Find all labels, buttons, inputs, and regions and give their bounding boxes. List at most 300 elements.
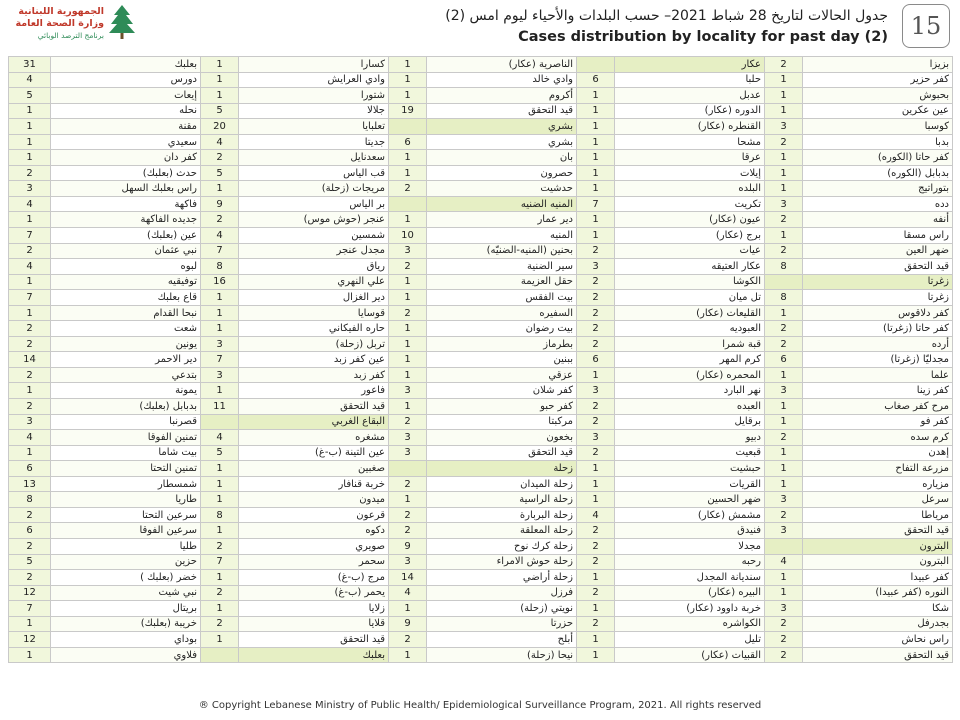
case-count: 2 [389,259,427,275]
case-count: 2 [765,212,803,228]
case-count: 9 [389,616,427,632]
case-count: 12 [9,632,51,648]
locality-name: البلده [615,181,765,197]
case-count: 1 [201,290,239,306]
locality-name: يمونة [51,383,201,399]
case-count: 2 [577,336,615,352]
locality-name: مريجات (زحلة) [239,181,389,197]
locality-name: ميدون [239,492,389,508]
locality-name: دير عمار [427,212,577,228]
case-count: 3 [765,383,803,399]
case-count: 1 [765,585,803,601]
locality-name: قيد التحقق [239,632,389,648]
case-count: 2 [9,367,51,383]
locality-name: مشمش (عكار) [615,507,765,523]
locality-name: عكار [615,57,765,73]
case-count: 2 [9,321,51,337]
case-count: 1 [765,165,803,181]
table-row [9,367,953,383]
locality-name: يونين [51,336,201,352]
case-count: 5 [201,103,239,119]
locality-name: القريات [615,476,765,492]
case-count: 2 [765,647,803,663]
locality-name: بعلبك [239,647,389,663]
case-count: 1 [389,321,427,337]
locality-name: بدبابل (بعلبك) [51,399,201,415]
locality-name: زحلة أراضي [427,570,577,586]
case-count: 1 [389,212,427,228]
case-count: 7 [577,196,615,212]
locality-name: نهر البارد [615,383,765,399]
locality-name: القبيات (عكار) [615,647,765,663]
case-count: 1 [577,461,615,477]
case-count: 19 [389,103,427,119]
locality-name: بيت الفقس [427,290,577,306]
locality-name: عيون (عكار) [615,212,765,228]
locality-name: حاره الفيكاني [239,321,389,337]
case-count: 16 [201,274,239,290]
case-count: 1 [577,476,615,492]
case-count: 6 [577,352,615,368]
case-count [577,57,615,73]
table-row [9,181,953,197]
cases-table-container [8,56,952,663]
case-count: 1 [9,305,51,321]
table-row [9,616,953,632]
locality-name: المنيه الضنيه [427,196,577,212]
locality-name: بتدعي [51,367,201,383]
page-number: 15 [902,4,950,48]
locality-name: تل ميان [615,290,765,306]
case-count: 1 [577,212,615,228]
case-count: 1 [577,134,615,150]
case-count: 1 [577,601,615,617]
case-count [201,414,239,430]
locality-name: شكا [803,601,953,617]
case-count: 1 [765,72,803,88]
case-count: 2 [201,616,239,632]
table-row [9,228,953,244]
locality-name: المنيه [427,228,577,244]
case-count: 2 [577,321,615,337]
case-count: 3 [765,523,803,539]
ministry-logo [6,2,138,46]
case-count: 1 [9,383,51,399]
locality-name: مجدلا [615,538,765,554]
locality-name: قب الياس [239,165,389,181]
locality-name: كسارا [239,57,389,73]
locality-name: عدبل [615,88,765,104]
locality-name: فاكهة [51,196,201,212]
locality-name: القليعات (عكار) [615,305,765,321]
locality-name: رحبه [615,554,765,570]
locality-name: كوسبا [803,119,953,135]
case-count: 2 [765,321,803,337]
locality-name: عزقي [427,367,577,383]
table-row [9,243,953,259]
locality-name: البيره (عكار) [615,585,765,601]
case-count: 3 [389,445,427,461]
locality-name: قبة شمرا [615,336,765,352]
case-count: 1 [201,88,239,104]
locality-name: حقل العزيمة [427,274,577,290]
locality-name: تمنين التحتا [51,461,201,477]
case-count: 8 [201,259,239,275]
locality-name: قلايا [239,616,389,632]
case-count: 1 [765,399,803,415]
locality-name: سعدنايل [239,150,389,166]
locality-name: سير الضنية [427,259,577,275]
case-count: 1 [577,647,615,663]
case-count: 1 [765,570,803,586]
locality-name: مركبتا [427,414,577,430]
locality-name: بتوراتيج [803,181,953,197]
locality-name: كفر زينا [803,383,953,399]
case-count: 2 [577,538,615,554]
locality-name: مزرعة التفاح [803,461,953,477]
case-count: 1 [201,57,239,73]
case-count: 1 [201,72,239,88]
table-row [9,336,953,352]
case-count: 2 [577,290,615,306]
locality-name: تليل [615,632,765,648]
case-count: 2 [9,570,51,586]
locality-name: نبحا القدام [51,305,201,321]
locality-name: البترون [803,538,953,554]
locality-name: مشحا [615,134,765,150]
locality-name: قيد التحقق [427,103,577,119]
case-count: 2 [765,243,803,259]
locality-name: عيات [615,243,765,259]
locality-name: تمنين الفوقا [51,430,201,446]
case-count: 1 [389,150,427,166]
table-row [9,523,953,539]
case-count: 2 [577,616,615,632]
locality-name: الدوره (عكار) [615,103,765,119]
case-count: 1 [389,647,427,663]
case-count: 6 [577,72,615,88]
table-row [9,290,953,306]
case-count: 2 [577,554,615,570]
locality-name: فرزل [427,585,577,601]
case-count [765,538,803,554]
case-count: 10 [389,228,427,244]
case-count: 4 [389,585,427,601]
locality-name: تعلبايا [239,119,389,135]
locality-name: نحله [51,103,201,119]
cedar-tree-icon [108,4,136,40]
case-count: 1 [577,88,615,104]
table-row [9,492,953,508]
case-count: 4 [9,72,51,88]
case-count: 13 [9,476,51,492]
case-count: 1 [389,399,427,415]
case-count: 2 [201,150,239,166]
case-count: 5 [9,554,51,570]
case-count: 1 [577,103,615,119]
case-count: 3 [201,336,239,352]
case-count: 1 [9,134,51,150]
case-count: 1 [765,461,803,477]
copyright-footer: ® Copyright Lebanese Ministry of Public Health/ Epidemiological Surveillance Program, 2021. All rights reserved [198,700,762,711]
case-count: 1 [9,616,51,632]
case-count: 3 [389,430,427,446]
locality-name: شعت [51,321,201,337]
locality-name: كفر شلان [427,383,577,399]
locality-name: شمسين [239,228,389,244]
locality-name: مرياطا [803,507,953,523]
cases-table [8,56,953,663]
case-count [201,647,239,663]
locality-name: بر الياس [239,196,389,212]
case-count: 1 [389,72,427,88]
locality-name: شمسطار [51,476,201,492]
locality-name: إهدن [803,445,953,461]
case-count: 1 [577,150,615,166]
case-count: 1 [765,367,803,383]
case-count: 1 [765,414,803,430]
case-count: 4 [9,196,51,212]
case-count: 1 [577,492,615,508]
table-row [9,165,953,181]
locality-name: مرج (ب-غ) [239,570,389,586]
case-count: 1 [201,601,239,617]
case-count: 2 [9,507,51,523]
case-count: 1 [765,305,803,321]
locality-name: حصرون [427,165,577,181]
table-row [9,305,953,321]
locality-name: زحلة البربارة [427,507,577,523]
locality-name: العبده [615,399,765,415]
case-count: 1 [201,181,239,197]
locality-name: راس مسقا [803,228,953,244]
locality-name: قيد التحقق [427,445,577,461]
locality-name: ببنين [427,352,577,368]
case-count: 1 [765,228,803,244]
locality-name: وادي خالد [427,72,577,88]
case-count: 8 [201,507,239,523]
case-count: 1 [201,632,239,648]
logo-line-2: وزارة الصحة العامة [15,18,104,29]
table-row [9,88,953,104]
case-count: 1 [389,492,427,508]
case-count: 4 [9,259,51,275]
locality-name: تربل (زحلة) [239,336,389,352]
case-count: 2 [765,430,803,446]
case-count: 1 [577,119,615,135]
locality-name: بطرماز [427,336,577,352]
case-count: 1 [765,88,803,104]
case-count: 2 [389,305,427,321]
locality-name: بشري [427,119,577,135]
case-count: 3 [389,243,427,259]
locality-name: مجدليّا (زغرتا) [803,352,953,368]
case-count: 1 [389,274,427,290]
table-row [9,321,953,337]
case-count: 12 [9,585,51,601]
case-count: 4 [201,430,239,446]
locality-name: عكار العتيقه [615,259,765,275]
case-count: 3 [201,367,239,383]
locality-name: قرعون [239,507,389,523]
table-row [9,554,953,570]
locality-name: دير الاحمر [51,352,201,368]
locality-name: جديتا [239,134,389,150]
case-count: 1 [577,570,615,586]
locality-name: عين كفر زبد [239,352,389,368]
locality-name: وادي العرايش [239,72,389,88]
locality-name: لبوه [51,259,201,275]
locality-name: كفر عبيدا [803,570,953,586]
case-count: 2 [765,616,803,632]
case-count: 4 [201,228,239,244]
case-count: 3 [765,492,803,508]
case-count: 1 [765,103,803,119]
locality-name: أرده [803,336,953,352]
case-count: 3 [389,554,427,570]
case-count: 1 [389,352,427,368]
locality-name: سرعل [803,492,953,508]
case-count: 2 [9,336,51,352]
locality-name: بيت شاما [51,445,201,461]
case-count: 3 [577,383,615,399]
cases-table-body [9,57,953,663]
locality-name: الكواشره [615,616,765,632]
case-count: 1 [765,445,803,461]
logo-line-1: الجمهورية اللبنانية [18,6,104,17]
table-row [9,632,953,648]
locality-name: بحنين (المنيه-الضنيّه) [427,243,577,259]
locality-name: سرعين التحتا [51,507,201,523]
locality-name: كرم سده [803,430,953,446]
case-count: 5 [9,88,51,104]
title-english: Cases distribution by locality for past day (2) [518,29,888,45]
case-count: 2 [577,243,615,259]
case-count: 1 [9,119,51,135]
locality-name: السفيره [427,305,577,321]
case-count: 14 [389,570,427,586]
logo-line-3: برنامج الترصد الوبائي [37,31,104,40]
table-row [9,57,953,73]
case-count: 2 [9,165,51,181]
case-count: 2 [765,507,803,523]
case-count: 1 [201,305,239,321]
table-row [9,476,953,492]
locality-name: نبي عثمان [51,243,201,259]
case-count: 3 [577,430,615,446]
locality-name: جلالا [239,103,389,119]
case-count: 1 [201,321,239,337]
case-count: 2 [201,585,239,601]
locality-name: أكروم [427,88,577,104]
locality-name: دده [803,196,953,212]
locality-name: إيلات [615,165,765,181]
locality-name: زغرتا [803,290,953,306]
case-count: 1 [389,601,427,617]
case-count: 1 [201,570,239,586]
table-row [9,601,953,617]
locality-name: راس نحاش [803,632,953,648]
locality-name: زغرتا [803,274,953,290]
locality-name: زحلة كرك نوح [427,538,577,554]
table-row [9,103,953,119]
locality-name: عين التينة (ب-غ) [239,445,389,461]
case-count: 4 [577,507,615,523]
case-count: 8 [765,259,803,275]
locality-name: قصرنبا [51,414,201,430]
case-count: 7 [201,352,239,368]
case-count: 2 [389,507,427,523]
case-count: 2 [9,538,51,554]
locality-name: زحلة الميدان [427,476,577,492]
locality-name: بشري [427,134,577,150]
case-count: 2 [389,181,427,197]
case-count: 1 [201,476,239,492]
case-count: 1 [765,181,803,197]
locality-name: خضر (بعلبك ) [51,570,201,586]
table-row [9,352,953,368]
locality-name: تكريت [615,196,765,212]
table-row [9,585,953,601]
case-count: 3 [765,119,803,135]
locality-name: قبعيت [615,445,765,461]
locality-name: البترون [803,554,953,570]
case-count: 7 [9,290,51,306]
case-count: 1 [389,290,427,306]
case-count: 1 [9,274,51,290]
locality-name: مشغره [239,430,389,446]
locality-name: كفر دلاقوس [803,305,953,321]
case-count [389,461,427,477]
locality-name: شتورا [239,88,389,104]
table-row [9,383,953,399]
locality-name: برج (عكار) [615,228,765,244]
locality-name: زحلة [427,461,577,477]
title-arabic: جدول الحالات لتاريخ 28 شباط 2021– حسب البلدات والأحياء ليوم امس (2) [445,8,888,24]
case-count: 31 [9,57,51,73]
locality-name: عين (بعلبك) [51,228,201,244]
case-count: 1 [389,57,427,73]
case-count: 4 [9,430,51,446]
locality-name: حزين [51,554,201,570]
case-count [389,196,427,212]
case-count: 2 [765,134,803,150]
table-row [9,134,953,150]
table-row [9,72,953,88]
table-row [9,274,953,290]
locality-name: زلايا [239,601,389,617]
locality-name: عين عكرين [803,103,953,119]
locality-name: يحمر (ب-غ) [239,585,389,601]
table-row [9,259,953,275]
locality-name: القنطره (عكار) [615,119,765,135]
case-count: 2 [201,538,239,554]
locality-name: دورس [51,72,201,88]
case-count: 1 [765,150,803,166]
case-count: 2 [577,399,615,415]
locality-name: مجدل عنجر [239,243,389,259]
case-count: 7 [9,228,51,244]
locality-name: سنديانة المجدل [615,570,765,586]
locality-name: ضهر العين [803,243,953,259]
locality-name: علي النهري [239,274,389,290]
locality-name: سرعين الفوقا [51,523,201,539]
locality-name: عرقا [615,150,765,166]
locality-name: أبلح [427,632,577,648]
case-count: 1 [389,165,427,181]
locality-name: برقايل [615,414,765,430]
case-count: 7 [201,243,239,259]
